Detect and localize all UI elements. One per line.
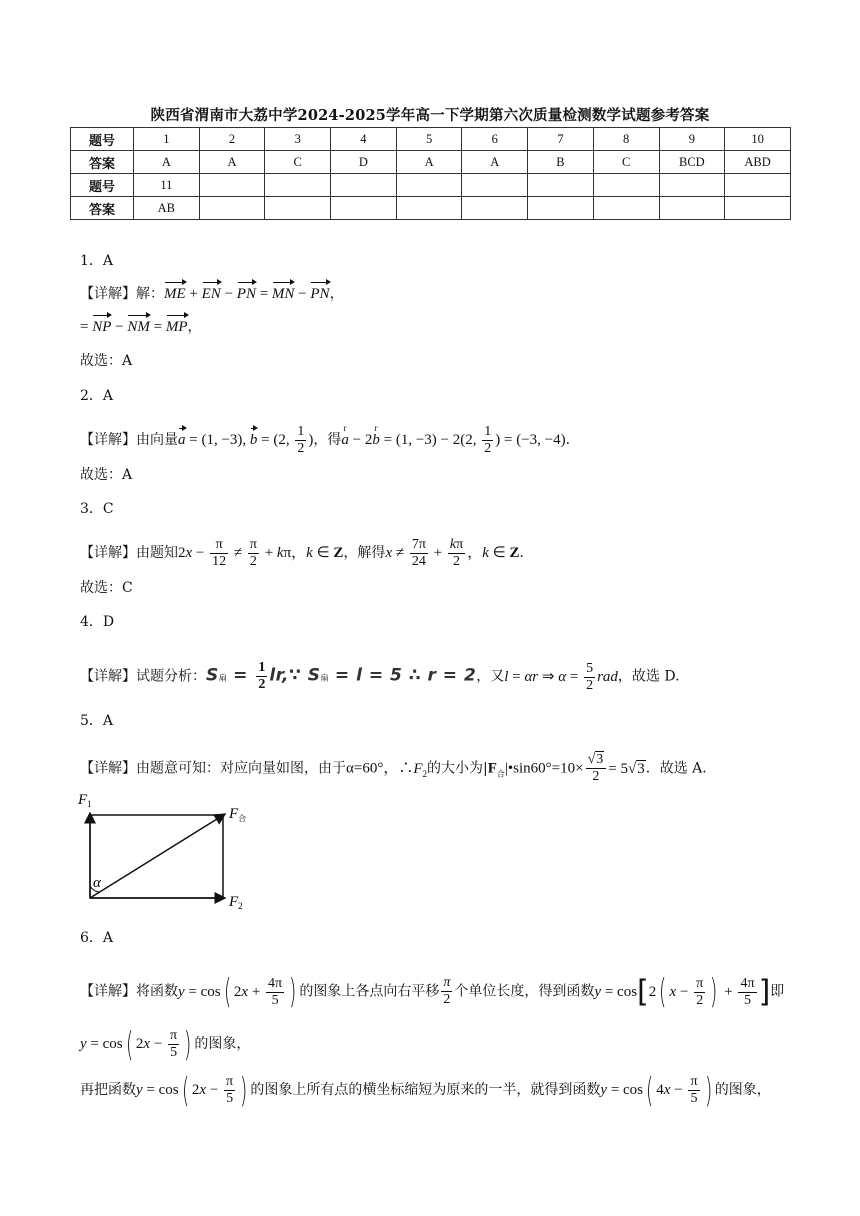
row-label-answer: 答案 xyxy=(71,151,134,174)
q6-l2-end: 的图象， xyxy=(194,1035,251,1052)
q4-label: 【详解】试题分析： xyxy=(80,668,206,685)
vector-f-sum xyxy=(90,814,225,898)
table-cell: 5 xyxy=(396,128,462,151)
table-cell: A xyxy=(396,151,462,174)
q6-label: 【详解】将函数 xyxy=(80,983,178,1000)
q3-end: . xyxy=(519,544,524,561)
table-row xyxy=(71,128,791,151)
table-cell: 2 xyxy=(199,128,265,151)
q2-label: 【详解】由向量 xyxy=(80,431,178,448)
table-cell xyxy=(265,197,331,220)
table-cell: BCD xyxy=(659,151,725,174)
table-cell: 10 xyxy=(725,128,791,151)
q6-ji: 即 xyxy=(770,983,785,1000)
q4-mid: ，又 xyxy=(476,668,505,685)
q5-line: 【详解】由题意可知：对应向量如图，由于α=60°，$\therefore F_2$的大小为$|F_合|•\sin 60^\circ=10\times$ $\frac{√3}{2}$ = 5√3．故选 A． xyxy=(80,752,717,785)
q5-rest: |•sin60°=10× xyxy=(504,760,584,777)
q4-end: ，故选 D. xyxy=(617,668,680,685)
q6-head: 6．A xyxy=(80,930,114,946)
table-cell: 8 xyxy=(593,128,659,151)
q1-l2-end: ， xyxy=(187,319,202,335)
q1-l1-end: ， xyxy=(329,286,344,302)
q6-l3-mid: 的图象上所有点的横坐标缩短为原来的一半，就得到函数 xyxy=(250,1081,601,1098)
table-cell: B xyxy=(528,151,594,174)
label-alpha: α xyxy=(93,875,101,891)
table-cell: ABD xyxy=(725,151,791,174)
q4-line: 【详解】试题分析：S扇 = $\frac{1}{2}$ lr,∵ S扇 = l = 5 ∴ r = 2，又l = αr ⇒ α = $\frac{5}{2}$ rad，故选 D. xyxy=(80,660,680,693)
q6-l3-start: 再把函数 xyxy=(80,1081,136,1098)
table-cell: 11 xyxy=(134,174,200,197)
table-cell xyxy=(593,174,659,197)
table-cell xyxy=(462,174,528,197)
q3-head: 3．C xyxy=(80,501,114,517)
table-cell: D xyxy=(331,151,397,174)
row-label-answer: 答案 xyxy=(71,197,134,220)
q5-f2text: 的大小为| xyxy=(427,760,488,777)
q1-head: 1．A xyxy=(80,253,114,269)
q5-head: 5．A xyxy=(80,713,114,729)
table-cell xyxy=(528,197,594,220)
table-cell: 9 xyxy=(659,128,725,151)
table-cell xyxy=(659,174,725,197)
label-f2: $F_2$ xyxy=(229,894,243,910)
table-cell: 7 xyxy=(528,128,594,151)
table-row xyxy=(71,174,791,197)
table-row xyxy=(71,197,791,220)
q6-shift-text: 的图象上各点向右平移 xyxy=(299,983,440,1000)
table-cell xyxy=(199,197,265,220)
q5-alpha: α=60°，∴ xyxy=(346,760,414,777)
table-cell: 4 xyxy=(331,128,397,151)
table-row xyxy=(71,151,791,174)
table-cell xyxy=(396,197,462,220)
q1-conclusion: 故选：A xyxy=(80,353,133,369)
table-cell: A xyxy=(134,151,200,174)
q1-line-1: 【详解】解：ME + EN − PN = MN − PN， xyxy=(80,286,344,302)
table-cell: A xyxy=(199,151,265,174)
q1-label: 【详解】解： xyxy=(80,286,164,302)
q6-l3-end: 的图象， xyxy=(714,1081,771,1098)
q3-line: 【详解】由题知2x − $\frac{\pi}{12}$ ≠ $\frac{\pi}{2}$ + kπ，k ∈ Z，解得x ≠ $\frac{7\pi}{24}$ + $\frac{k\pi}{2}$ ，k ∈ Z. xyxy=(80,537,524,569)
q2-head: 2．A xyxy=(80,388,114,404)
q2-end: . xyxy=(565,431,571,448)
table-cell xyxy=(331,174,397,197)
table-cell xyxy=(593,197,659,220)
q6-line-2: y = cos( 2x − $\frac{\pi}{5}$ ) 的图象， xyxy=(80,1024,251,1065)
q6-line-1: 【详解】将函数y = cos( 2x + $\frac{4\pi}{5}$ ) 的图象上各点向右平移 $\frac{\pi}{2}$ 个单位长度，得到函数y = cos[2( x − $\frac{\pi}{2}$ ) + $\frac{4\pi}{5}$ ]即 xyxy=(80,972,785,1013)
table-cell xyxy=(528,174,594,197)
table-cell xyxy=(396,174,462,197)
q2-line: 【详解】由向量a = (1, −3), b = (2, $\frac{1}{2}$ )，得 r a − 2 r b = (1, −3) − 2(2, $\frac{1}{2}$ ) = (−3, −4). xyxy=(80,422,571,456)
table-cell xyxy=(725,197,791,220)
row-label-question: 题号 xyxy=(71,174,134,197)
q1-line-2: = NP − NM = MP， xyxy=(80,319,202,335)
table-cell xyxy=(659,197,725,220)
force-diagram xyxy=(74,790,264,910)
q2-conclusion: 故选：A xyxy=(80,467,133,483)
answer-table xyxy=(70,127,791,220)
q5-label: 【详解】由题意可知：对应向量如图，由于 xyxy=(80,760,346,777)
table-cell xyxy=(725,174,791,197)
q4-head: 4．D xyxy=(80,614,115,630)
table-cell xyxy=(462,197,528,220)
table-cell: A xyxy=(462,151,528,174)
q2-mid: ，得 xyxy=(313,431,342,448)
table-cell: C xyxy=(593,151,659,174)
table-cell: 6 xyxy=(462,128,528,151)
label-f-sum: $F_合$ xyxy=(229,806,247,823)
table-cell: C xyxy=(265,151,331,174)
q5-fbold: F xyxy=(487,760,497,777)
page-title: 陕西省渭南市大荔中学2024-2025学年高一下学期第六次质量检测数学试题参考答案 xyxy=(150,107,710,124)
q6-line-3: 再把函数y = cos( 2x − $\frac{\pi}{5}$ ) 的图象上所有点的横坐标缩短为原来的一半，就得到函数y = cos( 4x − $\frac{\pi}{5}$ ) 的图象， xyxy=(80,1070,771,1111)
table-cell xyxy=(199,174,265,197)
label-f1: $F_1$ xyxy=(78,792,92,809)
table-cell: 1 xyxy=(134,128,200,151)
row-label-question: 题号 xyxy=(71,128,134,151)
table-cell: AB xyxy=(134,197,200,220)
table-cell xyxy=(265,174,331,197)
q3-label: 【详解】由题知 xyxy=(80,544,178,561)
table-cell: 3 xyxy=(265,128,331,151)
table-cell xyxy=(331,197,397,220)
q6-unit-text: 个单位长度，得到函数 xyxy=(454,983,595,1000)
q3-conclusion: 故选：C xyxy=(80,580,133,596)
q5-end: ．故选 A． xyxy=(645,760,717,777)
q3-mid: ，解得 xyxy=(343,544,386,561)
q5-sub: 合 xyxy=(496,769,505,779)
